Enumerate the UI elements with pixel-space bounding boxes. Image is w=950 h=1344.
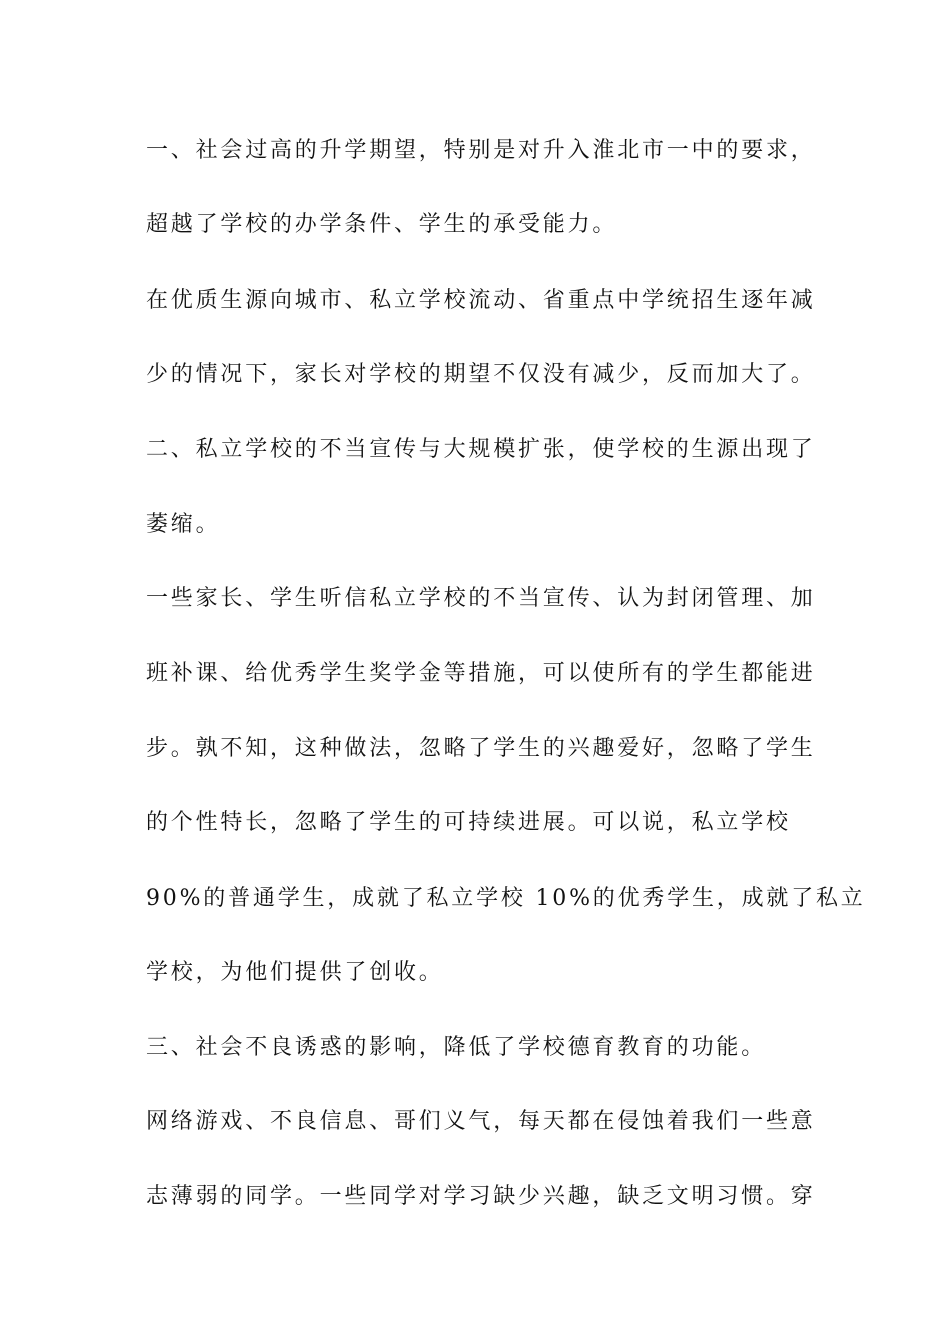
text-line: 一些家长、学生听信私立学校的不当宣传、认为封闭管理、加 (146, 586, 816, 611)
text-line: 90%的普通学生，成就了私立学校 10%的优秀学生，成就了私立 (146, 886, 866, 911)
text-line: 的个性特长，忽略了学生的可持续进展。可以说，私立学校 (146, 810, 791, 835)
text-line: 萎缩。 (146, 512, 221, 537)
text-line: 少的情况下，家长对学校的期望不仅没有减少，反而加大了。 (146, 362, 816, 387)
text-line: 超越了学校的办学条件、学生的承受能力。 (146, 212, 618, 237)
text-line: 步。孰不知，这种做法，忽略了学生的兴趣爱好，忽略了学生 (146, 736, 816, 761)
text-line: 一、社会过高的升学期望，特别是对升入淮北市一中的要求， (146, 138, 816, 163)
text-line: 志薄弱的同学。一些同学对学习缺少兴趣，缺乏文明习惯。穿 (146, 1184, 816, 1209)
text-line: 班补课、给优秀学生奖学金等措施，可以使所有的学生都能进 (146, 661, 816, 686)
text-line: 网络游戏、不良信息、哥们义气，每天都在侵蚀着我们一些意 (146, 1109, 816, 1134)
text-line: 二、私立学校的不当宣传与大规模扩张，使学校的生源出现了 (146, 437, 816, 462)
text-line: 在优质生源向城市、私立学校流动、省重点中学统招生逐年减 (146, 288, 816, 313)
text-line: 学校，为他们提供了创收。 (146, 960, 444, 985)
text-line: 三、社会不良诱惑的影响，降低了学校德育教育的功能。 (146, 1035, 767, 1060)
